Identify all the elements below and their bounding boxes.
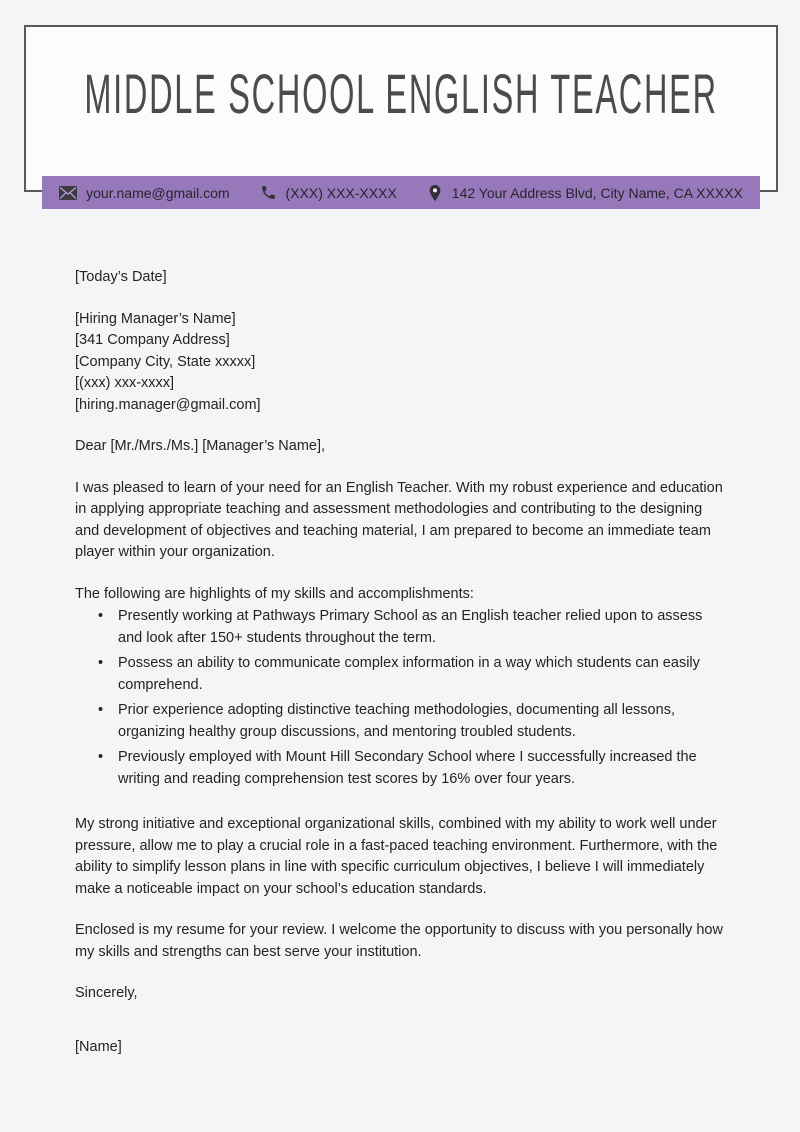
highlights-list bbox=[75, 606, 723, 790]
email-text: your.name@gmail.com bbox=[86, 184, 230, 201]
salutation: Dear [Mr./Mrs./Ms.] [Manager’s Name], bbox=[75, 438, 326, 454]
location-pin-icon bbox=[427, 183, 443, 203]
contact-email bbox=[59, 185, 229, 201]
intro-paragraph: I was pleased to learn of your need for an English Teacher. With my robust experience and education in applying appropriate teaching and assessment methodologies and contributing to the designing and development of objectives and teaching material, I am prepared to become an immediate team player within your organization. bbox=[75, 479, 723, 560]
signoff: Sincerely, bbox=[75, 985, 138, 1001]
contact-address bbox=[427, 183, 743, 203]
highlight-item: • Presently working at Pathways Primary School as an English teacher relied upon to assess and look after 150+ students throughout the term. bbox=[98, 606, 723, 649]
highlights-lead: The following are highlights of my skills and accomplishments: bbox=[75, 585, 474, 602]
highlight-item: • Possess an ability to communicate complex information in a way which students can easily comprehend. bbox=[98, 653, 723, 696]
signature: [Name] bbox=[75, 1038, 122, 1055]
date-line: [Today’s Date] bbox=[75, 269, 167, 285]
address-text: 142 Your Address Blvd, City Name, CA XXXXX bbox=[451, 184, 743, 201]
letter-body bbox=[75, 267, 723, 1058]
recipient-city-state: [Company City, State xxxxx] bbox=[75, 353, 256, 370]
recipient-email: [hiring.manager@gmail.com] bbox=[75, 396, 261, 413]
contact-bar bbox=[42, 176, 760, 209]
phone-icon bbox=[260, 184, 277, 201]
title-box bbox=[24, 25, 778, 192]
page-title: MIDDLE SCHOOL ENGLISH TEACHER bbox=[84, 62, 718, 125]
recipient-phone: [(xxx) xxx-xxxx] bbox=[75, 375, 175, 391]
strengths-paragraph: My strong initiative and exceptional organizational skills, combined with my ability to work well under pressure, allow me to play a crucial role in a fast-paced teaching environment. Furthermore, with the ability to simplify lesson plans in line with specific curriculum objectives, I believe I will immediately make a noticeable impact on your school’s education standards. bbox=[75, 816, 718, 897]
envelope-icon bbox=[59, 186, 77, 200]
phone-text: (XXX) XXX-XXXX bbox=[285, 184, 397, 201]
highlight-item: • Prior experience adopting distinctive teaching methodologies, documenting all lessons, organizing healthy group discussions, and mentoring troubled students. bbox=[98, 700, 723, 743]
contact-phone bbox=[260, 184, 397, 201]
closing-paragraph: Enclosed is my resume for your review. I welcome the opportunity to discuss with you personally how my skills and strengths can best serve your institution. bbox=[75, 922, 723, 960]
highlight-item: • Previously employed with Mount Hill Secondary School where I successfully increased the writing and reading comprehension test scores by 16% over four years. bbox=[98, 747, 723, 790]
recipient-block bbox=[75, 309, 723, 417]
recipient-address: [341 Company Address] bbox=[75, 332, 230, 348]
recipient-name: [Hiring Manager’s Name] bbox=[75, 310, 236, 327]
